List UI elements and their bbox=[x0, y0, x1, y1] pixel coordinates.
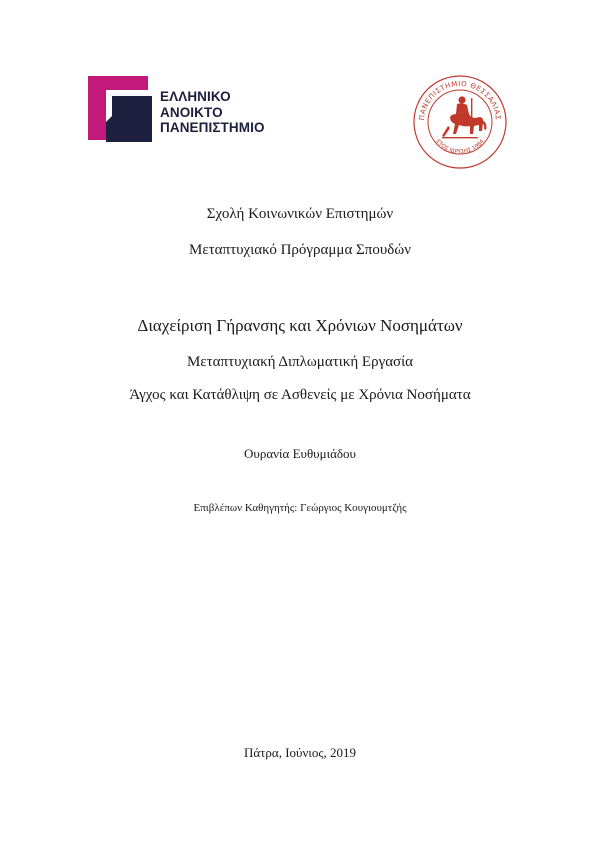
hou-wordmark-line-1: ΕΛΛΗΝΙΚΟ bbox=[160, 89, 231, 104]
author-name: Ουρανία Ευθυμιάδου bbox=[244, 446, 356, 461]
centaur-icon bbox=[442, 96, 487, 138]
program-name: Μεταπτυχιακό Πρόγραμμα Σπουδών bbox=[188, 242, 412, 258]
hou-wordmark-line-3: ΠΑΝΕΠΙΣΤΗΜΙΟ bbox=[160, 120, 265, 135]
university-of-thessaly-seal bbox=[412, 74, 508, 170]
seal-founded-text bbox=[434, 138, 485, 155]
school-name: Σχολή Κοινωνικών Επιστημών bbox=[206, 206, 394, 222]
hou-wordmark-line-2: ΑΝΟΙΚΤΟ bbox=[160, 104, 223, 120]
hou-wordmark bbox=[160, 89, 265, 136]
hou-mark-icon bbox=[86, 74, 156, 146]
place-and-date: Πάτρα, Ιούνιος, 2019 bbox=[243, 745, 356, 760]
thesis-title: Άγχος και Κατάθλιψη σε Ασθενείς με Χρόνια Νοσήματα bbox=[129, 387, 471, 403]
hellenic-open-university-logo bbox=[86, 74, 286, 146]
seal-founded-textpath: ΕΤΟΣ ΙΔΡΥΣΗΣ 1984 bbox=[434, 138, 486, 156]
thesis-type: Μεταπτυχιακή Διπλωματική Εργασία bbox=[186, 354, 414, 370]
seal-ring-textpath: ΠΑΝΕΠΙΣΤΗΜΙΟ ΘΕΣΣΑΛΙΑΣ bbox=[417, 79, 503, 121]
specialization-title: Διαχείριση Γήρανσης και Χρόνιων Νοσημάτων bbox=[137, 316, 463, 335]
logo-header bbox=[0, 0, 600, 180]
supervisor-line: Επιβλέπων Καθηγητής: Γεώργιος Κουγιουμτζής bbox=[193, 502, 407, 514]
